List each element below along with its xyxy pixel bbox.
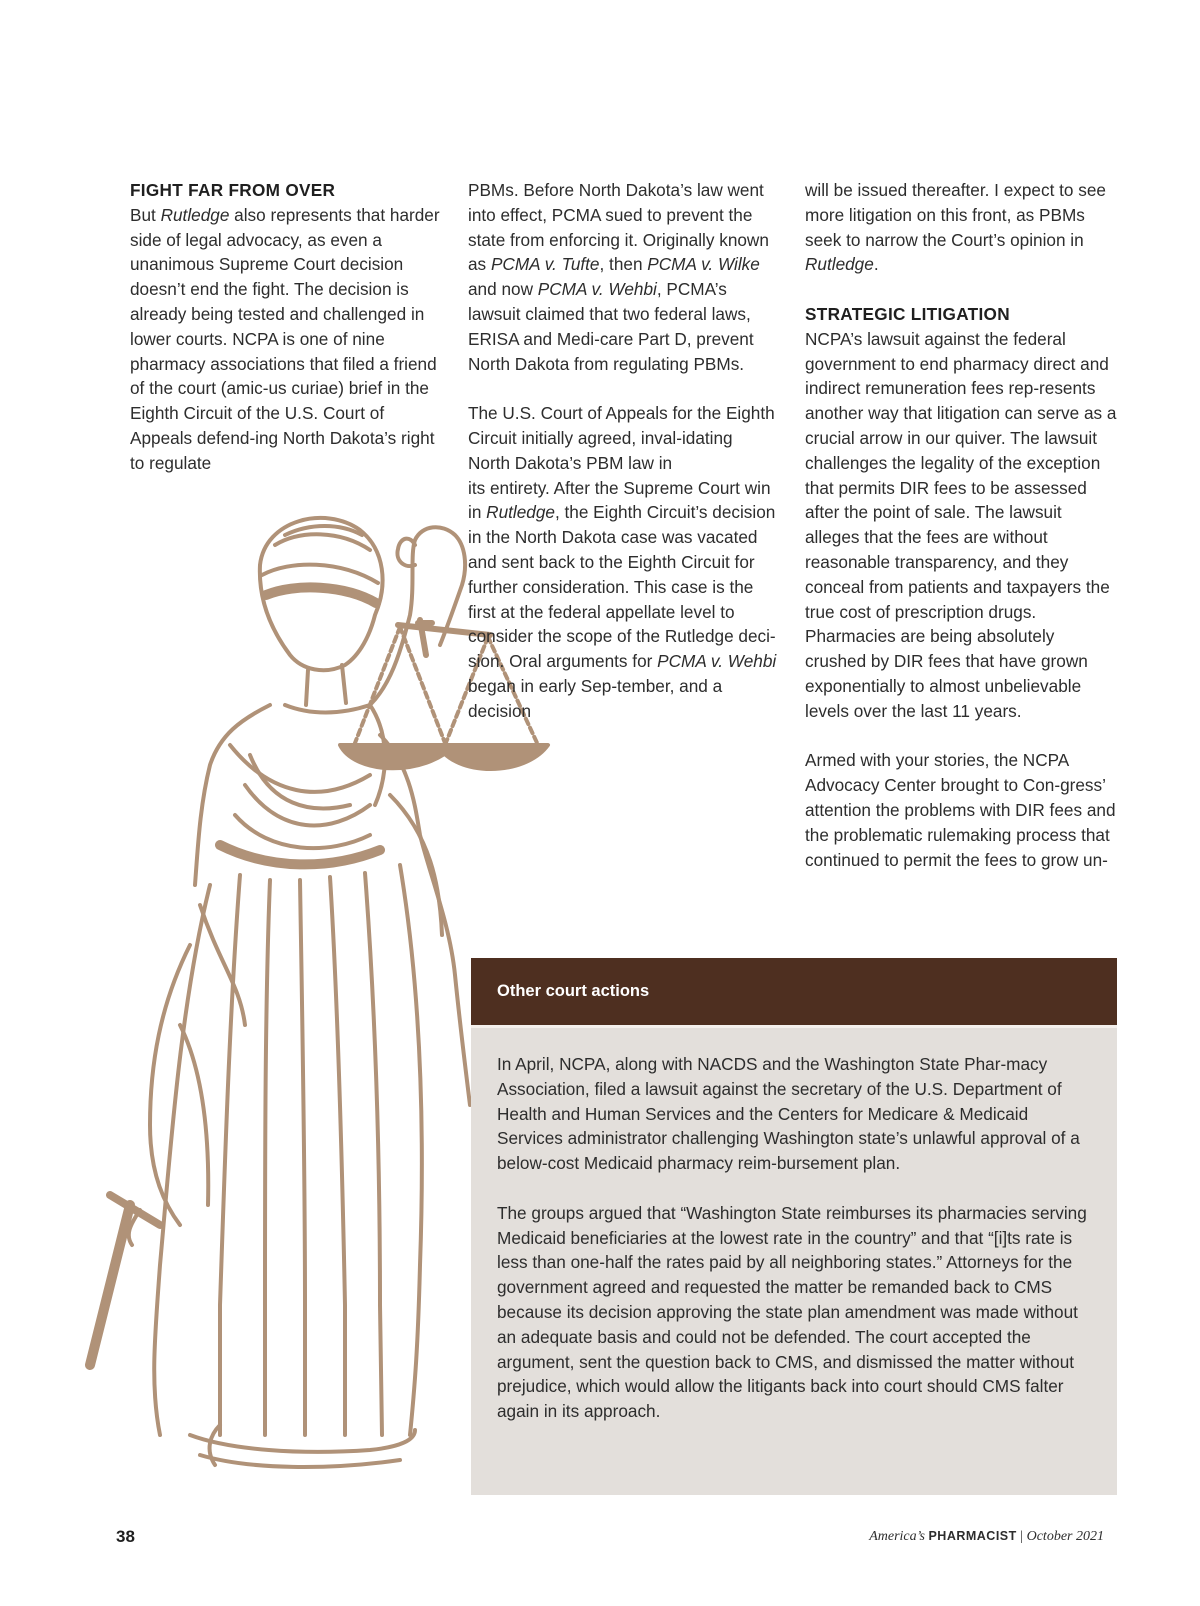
sidebar-body	[471, 1028, 1117, 1424]
page-number: 38	[116, 1527, 135, 1546]
issue-date: October 2021	[1026, 1529, 1104, 1544]
body-paragraph: will be issued thereafter. I expect to see more litigation on this front, as PBMs seek to narrow the Court’s opinion in Rutledge.	[805, 180, 1106, 275]
right-column	[805, 178, 1120, 872]
body-paragraph: Armed with your stories, the NCPA Advocacy Center brought to Con-gress’ attention the problems with DIR fees and the problematic rulemaking process that continued to permit the fees to grow un-	[805, 750, 1116, 870]
section-heading-strategic-litigation: STRATEGIC LITIGATION	[805, 303, 1010, 324]
magazine-prefix: America’s	[869, 1529, 925, 1544]
sidebar-title: Other court actions	[471, 958, 1117, 1028]
body-paragraph: PBMs. Before North Dakota’s law went into effect, PCMA sued to prevent the state from enforcing it. Originally known as PCMA v. Tufte, then PCMA v. Wilke and now PCMA v. Wehbi, PCMA’s lawsuit claimed that two federal laws, ERISA and Medi-care Part D, prevent North Dakota from regulating PBMs.	[468, 180, 769, 374]
middle-column	[468, 178, 778, 724]
body-paragraph: NCPA’s lawsuit against the federal government to end pharmacy direct and indirect remuneration fees rep-resents another way that litigation can serve as a crucial arrow in our quiver. The lawsuit challenges the legality of the exception that permits DIR fees to be assessed after the point of sale. The lawsuit alleges that the fees are without reasonable transparency, and they conceal from patients and taxpayers the true cost of prescription drugs. Pharmacies are being absolutely crushed by DIR fees that have grown exponentially to almost unbelievable levels over the last 11 years.	[805, 328, 1117, 721]
sidebar-box	[471, 958, 1117, 1495]
magazine-brand: PHARMACIST	[928, 1529, 1017, 1543]
body-paragraph-wrapped: its entirety. After the Supreme Court win in Rutledge, the Eighth Circuit’s decision in the North Dakota case was vacated and sent back to the Eighth Circuit for further consideration. This case is the first at the federal appellate level to consider the scope of the Rutledge deci-sion. Oral arguments for PCMA v. Wehbi began in early Sep-tember, and a decision	[468, 477, 777, 721]
body-paragraph: The U.S. Court of Appeals for the Eighth Circuit initially agreed, inval-idating North Dakota’s PBM law in	[468, 403, 775, 473]
running-footer	[869, 1529, 1104, 1545]
section-heading-fight-far-from-over: FIGHT FAR FROM OVER	[130, 180, 336, 200]
sidebar-paragraph: The groups argued that “Washington State reimburses its pharmacies serving Medicaid beneficiaries at the lowest rate in the country” and that “[i]ts rate is less than one-half the rates paid by all neighboring states.” Attorneys for the government agreed and requested the matter be remanded back to CMS because its decision approving the state plan amendment was made without an adequate basis and could not be defended. The court accepted the argument, sent the question back to CMS, and dismissed the matter without prejudice, which would allow the litigants back into court should CMS falter again in its approach.	[497, 1202, 1087, 1422]
footer-separator: |	[1020, 1529, 1024, 1544]
body-paragraph: But Rutledge also represents that harder side of legal advocacy, as even a unanimous Supreme Court decision doesn’t end the fight. The decision is already being tested and challenged in lower courts. NCPA is one of nine pharmacy associations that filed a friend of the court (amic-us curiae) brief in the Eighth Circuit of the U.S. Court of Appeals defend-ing North Dakota’s right to regulate	[130, 204, 440, 473]
sidebar-paragraph: In April, NCPA, along with NACDS and the Washington State Phar-macy Association, filed a lawsuit against the secretary of the U.S. Department of Health and Human Services and the Centers for Medicare & Medicaid Services administrator challenging Washington state’s unlawful approval of a below-cost Medicaid pharmacy reim-bursement plan.	[497, 1054, 1080, 1174]
left-column	[130, 178, 442, 476]
